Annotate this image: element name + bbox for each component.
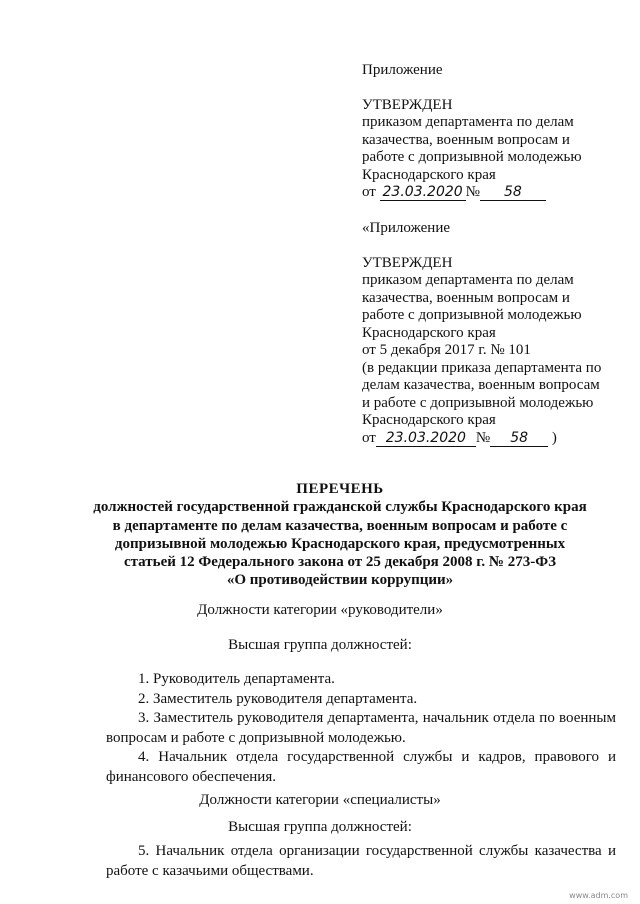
group-heading-highest: Высшая группа должностей: — [228, 637, 412, 653]
order-date-line — [362, 430, 622, 448]
document-title — [70, 480, 610, 590]
approval-block-2 — [362, 220, 622, 447]
approval-line: (в редакции приказа департамента по — [362, 359, 602, 376]
approval-line: приказом департамента по делам — [362, 114, 574, 130]
handwritten-date: 23.03.2020 — [380, 185, 466, 201]
date-prefix: от — [362, 184, 376, 200]
appendix-label: Приложение — [362, 62, 443, 78]
list-item: 3. Заместитель руководителя департамента, начальник отдела по военным вопросам и работе с допризывной молодежью. — [106, 710, 616, 746]
approved-label: УТВЕРЖДЕН — [362, 254, 453, 271]
title-heading: ПЕРЕЧЕНЬ — [296, 481, 384, 497]
category-heading-leaders: Должности категории «руководители» — [197, 602, 443, 618]
title-line: в департаменте по делам казачества, военным вопросам и работе с — [112, 517, 568, 534]
positions-list-2 — [106, 842, 616, 881]
order-date-line — [362, 184, 622, 202]
approval-line: и работе с допризывной молодежью — [362, 394, 594, 411]
appendix-label: «Приложение — [362, 220, 451, 236]
approval-line: Краснодарского края — [362, 412, 496, 428]
list-item: 2. Заместитель руководителя департамента. — [138, 690, 418, 707]
handwritten-number: 58 — [480, 185, 546, 201]
number-prefix: № — [465, 184, 480, 200]
title-line: допризывной молодежью Краснодарского края, предусмотренных — [114, 535, 566, 552]
approval-block-1 — [362, 62, 622, 202]
approved-label: УТВЕРЖДЕН — [362, 96, 453, 113]
title-line: «О противодействии коррупции» — [226, 572, 454, 589]
approval-line: делам казачества, военным вопросам — [362, 377, 600, 393]
positions-list-1 — [106, 670, 616, 788]
handwritten-date: 23.03.2020 — [376, 431, 476, 447]
approval-line: казачества, военным вопросам и — [362, 131, 570, 148]
group-heading-highest: Высшая группа должностей: — [228, 819, 412, 835]
handwritten-number: 58 — [490, 431, 548, 447]
date-prefix: от — [362, 429, 376, 446]
approval-line: от 5 декабря 2017 г. № 101 — [362, 342, 531, 358]
watermark: www.adm.com — [569, 891, 628, 900]
approval-line: Краснодарского края — [362, 166, 496, 183]
approval-line: Краснодарского края — [362, 324, 496, 341]
approval-line: работе с допризывной молодежью — [362, 307, 582, 323]
approval-line: приказом департамента по делам — [362, 272, 574, 288]
category-heading-specialists: Должности категории «специалисты» — [199, 792, 441, 808]
list-item: 5. Начальник отдела организации государственной службы казачества и работе с казачьими обществами. — [106, 843, 616, 879]
closing-paren: ) — [551, 429, 557, 446]
title-line: должностей государственной гражданской службы Краснодарского края — [93, 499, 587, 516]
approval-line: казачества, военным вопросам и — [362, 289, 570, 306]
approval-line: работе с допризывной молодежью — [362, 149, 582, 165]
number-prefix: № — [475, 429, 491, 446]
title-line: статьей 12 Федерального закона от 25 декабря 2008 г. № 273-ФЗ — [123, 554, 557, 571]
list-item: 1. Руководитель департамента. — [138, 671, 335, 687]
list-item: 4. Начальник отдела государственной службы и кадров, правового и финансового обеспечения. — [106, 749, 616, 785]
